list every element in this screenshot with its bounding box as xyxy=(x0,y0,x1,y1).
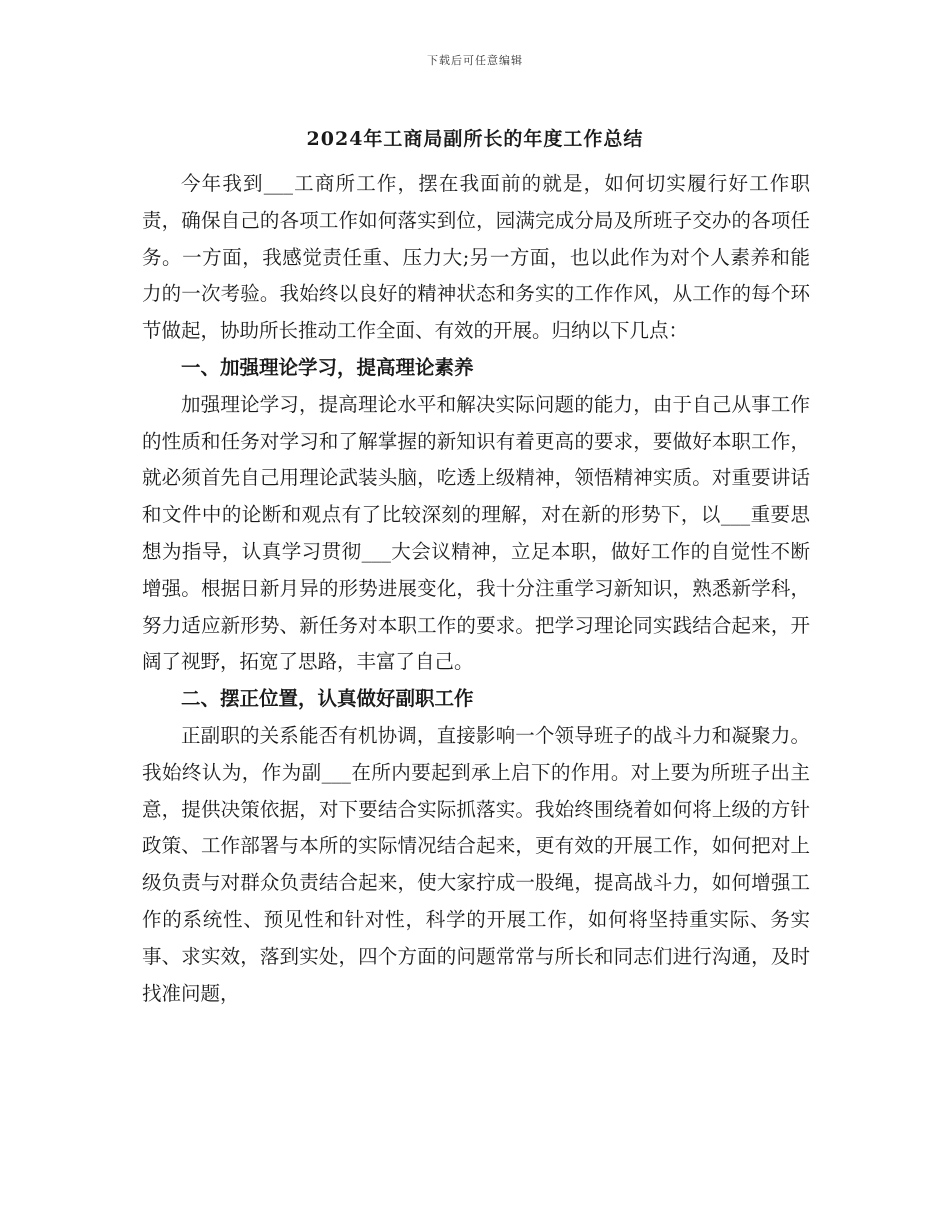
section-2-heading: 二、摆正位置，认真做好副职工作 xyxy=(181,687,474,711)
intro-paragraph: 今年我到___工商所工作，摆在我面前的就是，如何切实履行好工作职责，确保自己的各项工作如何落实到位，园满完成分局及所班子交办的各项任务。一方面，我感觉责任重、压力大;另一方面，也以此作为对个人素养和能力的一次考验。我始终以良好的精神状态和务实的工作作风，从工作的每个环节做起，协助所长推动工作全面、有效的开展。归纳以下几点： xyxy=(142,172,810,343)
document-body xyxy=(142,166,810,1012)
section-1-paragraph: 加强理论学习，提高理论水平和解决实际问题的能力，由于自己从事工作的性质和任务对学习和了解掌握的新知识有着更高的要求，要做好本职工作，就必须首先自己用理论武装头脑，吃透上级精神，领悟精神实质。对重要讲话和文件中的论断和观点有了比较深刻的理解，对在新的形势下，以___重要思想为指导，认真学习贯彻___大会议精神，立足本职，做好工作的自觉性不断增强。根据日新月异的形势进展变化，我十分注重学习新知识，熟悉新学科，努力适应新形势、新任务对本职工作的要求。把学习理论同实践结合起来，开阔了视野，拓宽了思路，丰富了自己。 xyxy=(142,392,810,674)
section-2-paragraph: 正副职的关系能否有机协调，直接影响一个领导班子的战斗力和凝聚力。我始终认为，作为副___在所内要起到承上启下的作用。对上要为所班子出主意，提供决策依据，对下要结合实际抓落实。我始终围绕着如何将上级的方针政策、工作部署与本所的实际情况结合起来，更有效的开展工作，如何把对上级负责与对群众负责结合起来，使大家拧成一股绳，提高战斗力，如何增强工作的系统性、预见性和针对性，科学的开展工作，如何将坚持重实际、务实事、求实效，落到实处，四个方面的问题常常与所长和同志们进行沟通，及时找准问题， xyxy=(142,723,810,1005)
document-title: 2024年工商局副所长的年度工作总结 xyxy=(306,128,644,150)
header-note: 下载后可任意编辑 xyxy=(427,54,523,67)
section-1-heading: 一、加强理论学习，提高理论素养 xyxy=(181,355,474,379)
